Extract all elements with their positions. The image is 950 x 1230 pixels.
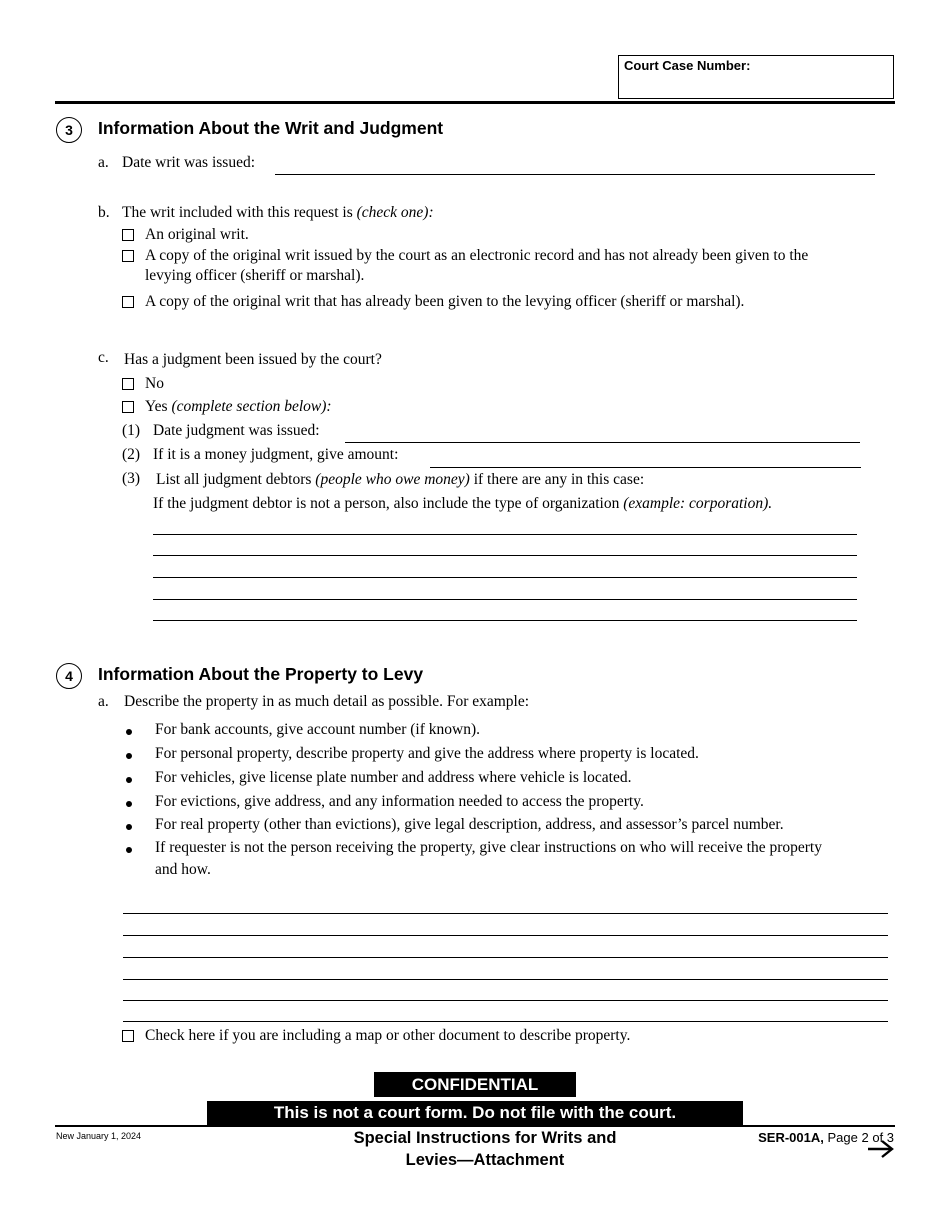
- section-4-number: 4: [56, 663, 82, 689]
- form-id-page: [700, 1130, 894, 1145]
- property-line-3[interactable]: [123, 957, 888, 958]
- page-number: Page 2 of 3: [827, 1130, 894, 1145]
- bullet-3: For vehicles, give license plate number and address where vehicle is located.: [155, 769, 632, 786]
- section-4-title: Information About the Property to Levy: [98, 664, 424, 684]
- debtor-line-3[interactable]: [153, 577, 857, 578]
- option-yes: [145, 398, 332, 416]
- court-case-number-box[interactable]: [618, 55, 894, 99]
- money-judgment-label: If it is a money judgment, give amount:: [153, 446, 399, 463]
- debtor-line-4[interactable]: [153, 599, 857, 600]
- item-3a-letter: a.: [98, 154, 109, 171]
- judgment-debtors-text-cont: if there are any in this case:: [473, 471, 645, 488]
- bullet-6: If requester is not the person receiving the property, give clear instructions on who will receive the property: [155, 839, 822, 856]
- confidential-banner: CONFIDENTIAL: [374, 1072, 576, 1097]
- describe-property-label: Describe the property in as much detail as possible. For example:: [124, 693, 530, 710]
- item-3b-letter: b.: [98, 204, 110, 221]
- property-line-5[interactable]: [123, 1000, 888, 1001]
- debtor-line-5[interactable]: [153, 620, 857, 621]
- form-title: [305, 1127, 665, 1171]
- checkbox-given-copy[interactable]: [122, 296, 134, 308]
- option-given-copy: A copy of the original writ that has already been given to the levying officer (sheriff or marshal).: [145, 293, 745, 310]
- judgment-issued-label: Has a judgment been issued by the court?: [124, 351, 382, 368]
- property-line-1[interactable]: [123, 913, 888, 914]
- judgment-debtors-hint: (people who owe money): [315, 471, 470, 488]
- judgment-debtor-note-hint: (example: corporation).: [623, 495, 773, 512]
- option-original-writ: An original writ.: [145, 226, 249, 243]
- money-judgment-amount-field[interactable]: [430, 467, 861, 468]
- option-no: No: [145, 375, 164, 392]
- checkbox-original-writ[interactable]: [122, 229, 134, 241]
- option-yes-text: Yes: [145, 398, 168, 415]
- section-3-number: 3: [56, 117, 82, 143]
- court-case-number-label: Court Case Number:: [624, 58, 751, 73]
- item-3c-letter: c.: [98, 349, 109, 366]
- judgment-debtors-text: List all judgment debtors: [156, 471, 312, 488]
- bullet-3-dot: [126, 777, 132, 783]
- date-judgment-issued-label: Date judgment was issued:: [153, 422, 320, 439]
- map-included-label: Check here if you are including a map or other document to describe property.: [145, 1027, 631, 1044]
- bullet-5: For real property (other than evictions), give legal description, address, and assessor’s parcel number.: [155, 816, 784, 833]
- bullet-5-dot: [126, 824, 132, 830]
- header-rule: [55, 101, 895, 104]
- item-c2-number: (2): [122, 446, 141, 463]
- next-page-arrow-icon[interactable]: [866, 1137, 896, 1161]
- not-court-form-notice: This is not a court form. Do not file with the court.: [207, 1101, 743, 1125]
- date-writ-issued-field[interactable]: [275, 174, 875, 175]
- bullet-4-dot: [126, 801, 132, 807]
- writ-included-text: The writ included with this request is: [122, 204, 353, 221]
- revision-date: New January 1, 2024: [56, 1131, 142, 1141]
- section-3-title: Information About the Writ and Judgment: [98, 118, 444, 138]
- form-title-line-1: Special Instructions for Writs and: [353, 1129, 617, 1147]
- item-c1-number: (1): [122, 422, 141, 439]
- property-line-6[interactable]: [123, 1021, 888, 1022]
- option-yes-hint: (complete section below):: [171, 398, 332, 415]
- writ-included-hint: (check one):: [356, 204, 434, 221]
- date-judgment-issued-field[interactable]: [345, 442, 860, 443]
- bullet-1-dot: [126, 729, 132, 735]
- option-electronic-copy-cont: levying officer (sheriff or marshal).: [145, 267, 365, 284]
- debtor-line-2[interactable]: [153, 555, 857, 556]
- item-4a-letter: a.: [98, 693, 109, 710]
- debtor-line-1[interactable]: [153, 534, 857, 535]
- option-electronic-copy: A copy of the original writ issued by the court as an electronic record and has not already been given to the: [145, 247, 809, 264]
- judgment-debtor-note-text: If the judgment debtor is not a person, also include the type of organization: [153, 495, 620, 512]
- checkbox-map-included[interactable]: [122, 1030, 134, 1042]
- bullet-2-dot: [126, 753, 132, 759]
- checkbox-no[interactable]: [122, 378, 134, 390]
- bullet-6-dot: [126, 847, 132, 853]
- checkbox-yes[interactable]: [122, 401, 134, 413]
- judgment-debtors-label: [156, 471, 644, 489]
- bullet-6-cont: and how.: [155, 861, 211, 878]
- item-c3-number: (3): [122, 470, 141, 487]
- property-line-4[interactable]: [123, 979, 888, 980]
- bullet-4: For evictions, give address, and any information needed to access the property.: [155, 793, 644, 810]
- writ-included-label: [122, 204, 434, 222]
- form-title-line-2: Levies—Attachment: [405, 1151, 565, 1169]
- judgment-debtor-note: [153, 495, 772, 513]
- checkbox-electronic-copy[interactable]: [122, 250, 134, 262]
- bullet-2: For personal property, describe property and give the address where property is located.: [155, 745, 699, 762]
- bullet-1: For bank accounts, give account number (if known).: [155, 721, 480, 738]
- date-writ-issued-label: Date writ was issued:: [122, 154, 256, 171]
- form-id: SER-001A,: [758, 1130, 824, 1145]
- property-line-2[interactable]: [123, 935, 888, 936]
